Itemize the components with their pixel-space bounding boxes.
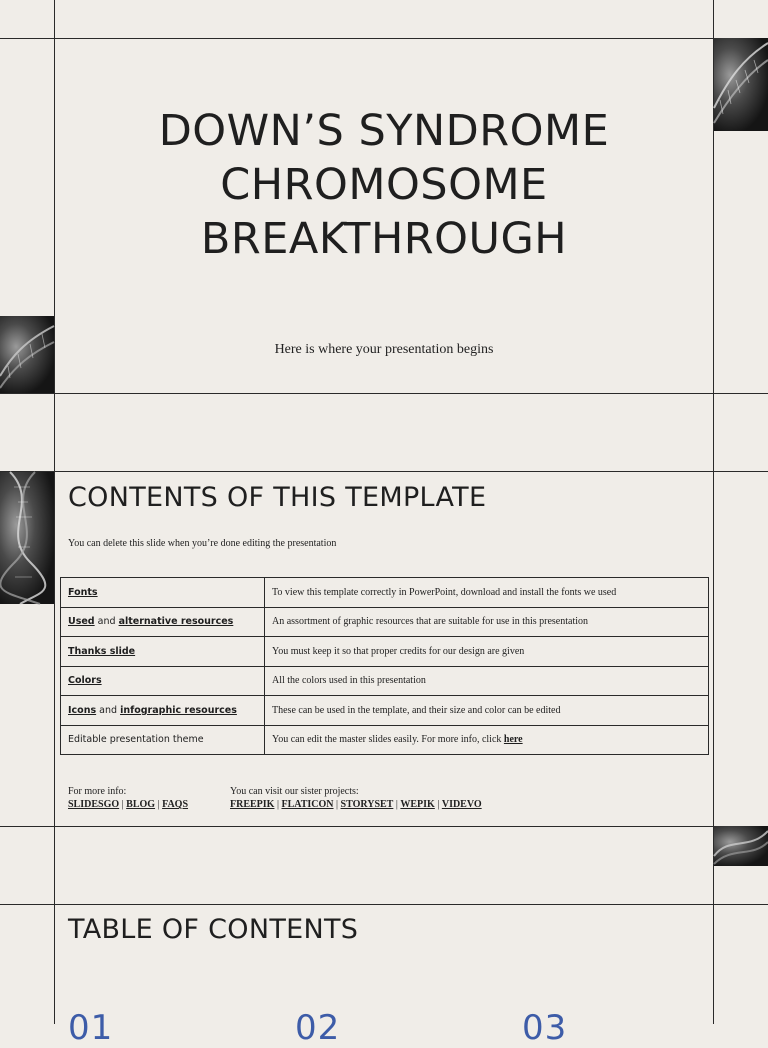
dna-image [714, 826, 768, 866]
table-cell: These can be used in the template, and their size and color can be edited [265, 696, 709, 726]
table-cell [61, 696, 265, 726]
table-row [61, 725, 709, 755]
separator: | [157, 799, 160, 810]
cover-title-line: BREAKTHROUGH [200, 214, 568, 264]
cover-title-line: CHROMOSOME [220, 160, 548, 210]
table-cell [61, 578, 265, 608]
infographic-resources-link[interactable]: infographic resources [120, 704, 237, 716]
slidesgo-link[interactable]: SLIDESGO [68, 799, 120, 810]
table-row [61, 607, 709, 637]
resources-table [60, 577, 709, 755]
table-row [61, 666, 709, 696]
sister-projects-block [230, 785, 482, 811]
thanks-slide-link[interactable]: Thanks slide [68, 645, 136, 657]
table-cell: To view this template correctly in PowerPoint, download and install the fonts we used [265, 578, 709, 608]
used-resources-link[interactable]: Used [68, 616, 95, 628]
and-text: and [99, 704, 118, 716]
blog-link[interactable]: BLOG [126, 799, 156, 810]
separator: | [121, 799, 124, 810]
grid-line [0, 38, 768, 39]
table-cell [265, 725, 709, 755]
grid-line [0, 826, 768, 827]
dna-image [0, 316, 54, 393]
separator: | [437, 799, 440, 810]
freepik-link[interactable]: FREEPIK [230, 799, 275, 810]
and-text: and [97, 616, 116, 628]
grid-line [0, 393, 768, 394]
contents-heading: CONTENTS OF THIS TEMPLATE [68, 482, 487, 513]
more-info-block [68, 785, 188, 811]
table-cell: An assortment of graphic resources that are suitable for use in this presentation [265, 607, 709, 637]
faqs-link[interactable]: FAQS [162, 799, 189, 810]
icons-link[interactable]: Icons [68, 704, 97, 716]
storyset-link[interactable]: STORYSET [340, 799, 394, 810]
separator: | [395, 799, 398, 810]
grid-line [0, 471, 768, 472]
cover-subtitle: Here is where your presentation begins [274, 342, 494, 357]
more-info-links [68, 798, 188, 811]
table-cell: You must keep it so that proper credits for our design are given [265, 637, 709, 667]
more-info-label: For more info: [68, 786, 127, 797]
here-link[interactable]: here [503, 734, 523, 746]
grid-line [0, 904, 768, 905]
alternative-resources-link[interactable]: alternative resources [118, 616, 234, 628]
contents-note: You can delete this slide when you’re done editing the presentation [68, 538, 337, 549]
sister-projects-links [230, 798, 482, 811]
fonts-link[interactable]: Fonts [68, 586, 98, 598]
toc-heading: TABLE OF CONTENTS [68, 914, 359, 945]
cover-title-line: DOWN’S SYNDROME [158, 106, 610, 156]
cover-title [54, 104, 714, 266]
sister-projects-label: You can visit our sister projects: [230, 786, 359, 797]
dna-image [0, 472, 54, 604]
table-cell [61, 637, 265, 667]
dna-image [714, 38, 768, 131]
table-row [61, 696, 709, 726]
toc-number: 02 [295, 1008, 341, 1048]
table-cell: Editable presentation theme [61, 725, 265, 755]
flaticon-link[interactable]: FLATICON [281, 799, 334, 810]
colors-link[interactable]: Colors [68, 675, 102, 687]
table-cell [61, 607, 265, 637]
separator: | [276, 799, 279, 810]
table-row [61, 578, 709, 608]
wepik-link[interactable]: WEPIK [400, 799, 435, 810]
toc-number: 01 [68, 1008, 114, 1048]
table-cell [61, 666, 265, 696]
edit-theme-text: You can edit the master slides easily. For more info, click [272, 734, 502, 746]
videvo-link[interactable]: VIDEVO [441, 799, 482, 810]
table-row [61, 637, 709, 667]
separator: | [336, 799, 339, 810]
table-cell: All the colors used in this presentation [265, 666, 709, 696]
toc-number: 03 [522, 1008, 568, 1048]
